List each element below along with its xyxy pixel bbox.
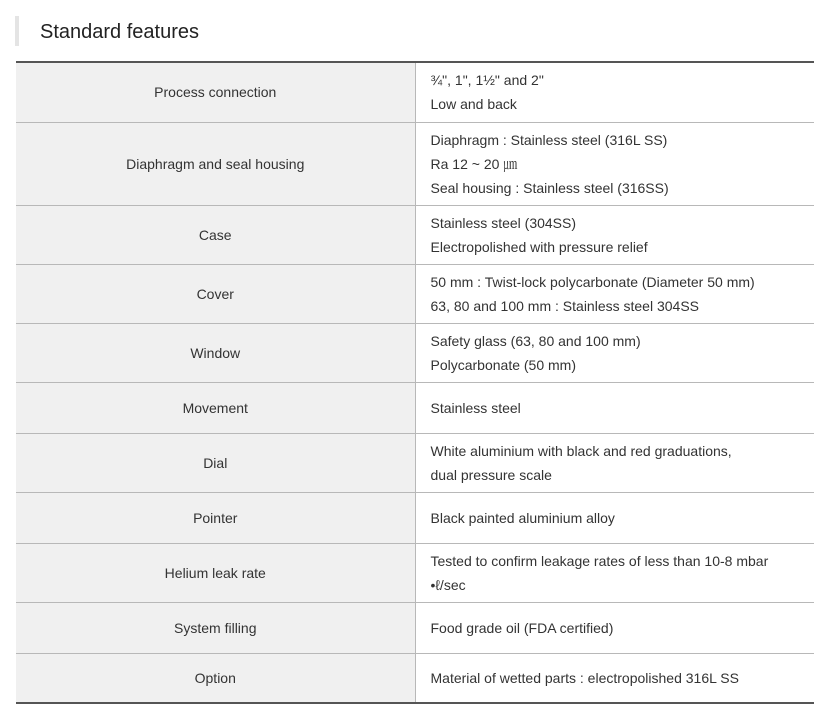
table-row-option bbox=[16, 653, 814, 703]
value-line: White aluminium with black and red graduations, bbox=[430, 442, 732, 459]
row-value bbox=[415, 323, 814, 382]
value-line: Stainless steel bbox=[430, 399, 521, 416]
table-row-system-filling bbox=[16, 602, 814, 653]
table-row-window bbox=[16, 323, 814, 382]
table-row-dial bbox=[16, 433, 814, 492]
row-label: Helium leak rate bbox=[16, 543, 415, 602]
value-line: Safety glass (63, 80 and 100 mm) bbox=[430, 332, 641, 349]
value-line: 63, 80 and 100 mm : Stainless steel 304SS bbox=[430, 297, 699, 314]
row-value bbox=[415, 602, 814, 653]
row-label: Case bbox=[16, 205, 415, 264]
value-line: Food grade oil (FDA certified) bbox=[430, 619, 614, 636]
value-line: Tested to confirm leakage rates of less than 10-8 mbar bbox=[430, 552, 769, 569]
row-label: Dial bbox=[16, 433, 415, 492]
table-row-process-connection bbox=[16, 62, 814, 122]
value-line: dual pressure scale bbox=[430, 466, 552, 483]
row-label: Option bbox=[16, 653, 415, 703]
table-row-diaphragm bbox=[16, 122, 814, 205]
row-value bbox=[415, 653, 814, 703]
section-title: Standard features bbox=[15, 16, 199, 46]
table-row-helium-leak-rate bbox=[16, 543, 814, 602]
value-line: Electropolished with pressure relief bbox=[430, 238, 648, 255]
value-line: Stainless steel (304SS) bbox=[430, 214, 577, 231]
value-line: Ra 12 ~ 20 ㎛ bbox=[430, 155, 518, 172]
table-row-case bbox=[16, 205, 814, 264]
row-label: Cover bbox=[16, 264, 415, 323]
row-label: Diaphragm and seal housing bbox=[16, 122, 415, 205]
row-label: Movement bbox=[16, 382, 415, 433]
row-value bbox=[415, 492, 814, 543]
row-value bbox=[415, 433, 814, 492]
row-label: Pointer bbox=[16, 492, 415, 543]
table-row-cover bbox=[16, 264, 814, 323]
row-value bbox=[415, 205, 814, 264]
row-value bbox=[415, 62, 814, 122]
table-row-movement bbox=[16, 382, 814, 433]
value-line: •ℓ/sec bbox=[430, 576, 466, 593]
value-line: Diaphragm : Stainless steel (316L SS) bbox=[430, 131, 668, 148]
row-label: Process connection bbox=[16, 62, 415, 122]
value-line: Low and back bbox=[430, 96, 517, 113]
table-row-pointer bbox=[16, 492, 814, 543]
value-line: ¾", 1", 1½" and 2" bbox=[430, 72, 544, 89]
value-line: Seal housing : Stainless steel (316SS) bbox=[430, 179, 669, 196]
row-label: Window bbox=[16, 323, 415, 382]
value-line: Black painted aluminium alloy bbox=[430, 509, 615, 526]
row-label: System filling bbox=[16, 602, 415, 653]
row-value bbox=[415, 264, 814, 323]
value-line: Polycarbonate (50 mm) bbox=[430, 356, 577, 373]
row-value bbox=[415, 543, 814, 602]
row-value bbox=[415, 122, 814, 205]
value-line: Material of wetted parts : electropolished 316L SS bbox=[430, 669, 739, 686]
row-value bbox=[415, 382, 814, 433]
standard-features-table bbox=[16, 61, 814, 704]
value-line: 50 mm : Twist-lock polycarbonate (Diameter 50 mm) bbox=[430, 273, 755, 290]
